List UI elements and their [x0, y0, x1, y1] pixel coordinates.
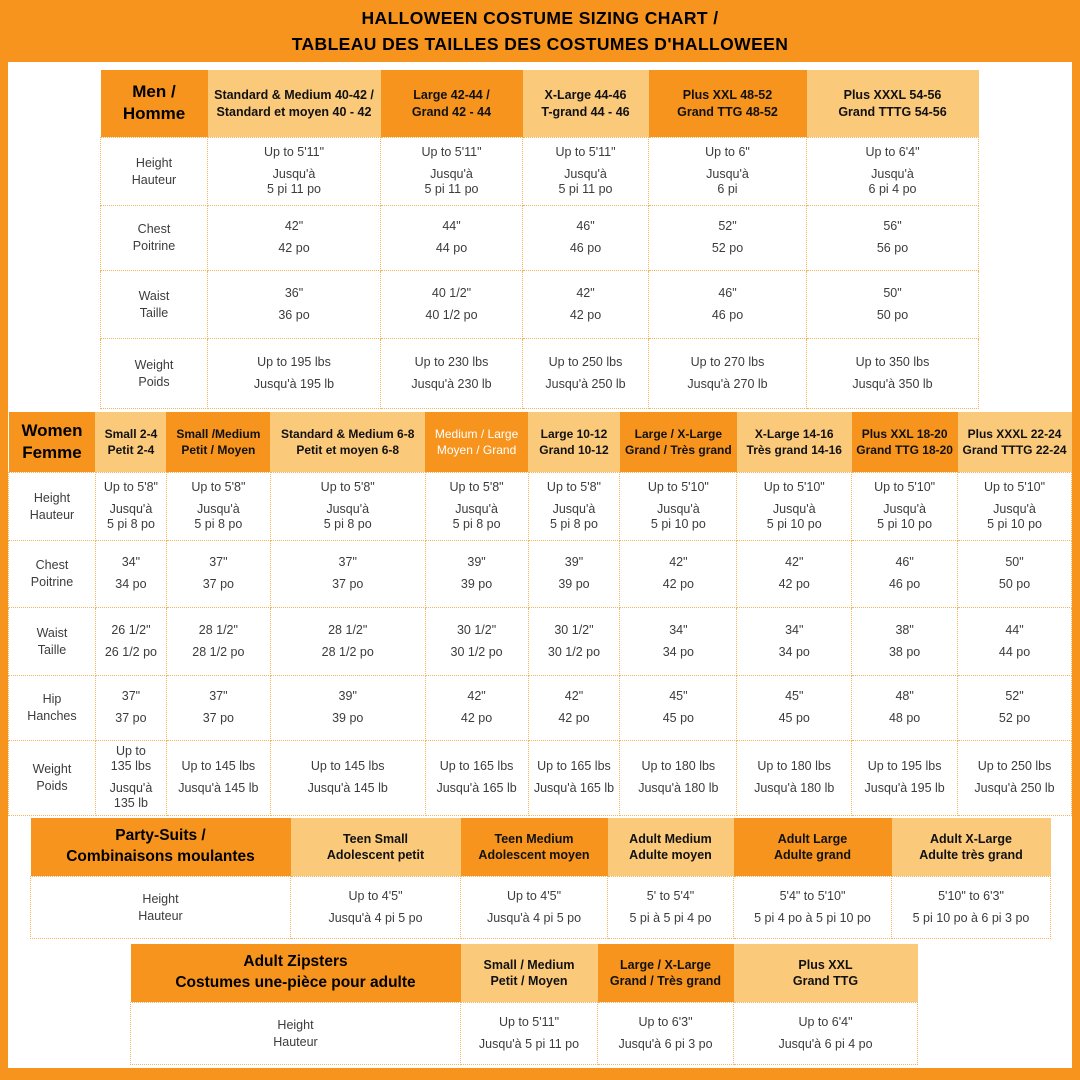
- value-cell: 46" 46 po: [649, 270, 807, 338]
- women-col-header-5: Large 10-12 Grand 10-12: [528, 412, 620, 472]
- value-cell: 34" 34 po: [620, 607, 737, 675]
- party-sizing-table: [30, 818, 1051, 939]
- table-row: [101, 205, 979, 270]
- value-cell: Up to 5'8" Jusqu'à 5 pi 8 po: [270, 472, 425, 540]
- value-cell: Up to 4'5" Jusqu'à 4 pi 5 po: [461, 876, 608, 938]
- row-label: Weight Poids: [101, 338, 208, 408]
- row-label: Chest Poitrine: [101, 205, 208, 270]
- party-col-header-2: Teen Medium Adolescent moyen: [461, 818, 608, 876]
- value-cell: Up to 230 lbs Jusqu'à 230 lb: [381, 338, 523, 408]
- table-row: [101, 137, 979, 205]
- table-row: [131, 1002, 918, 1064]
- page-title-line1: HALLOWEEN COSTUME SIZING CHART /: [361, 8, 719, 28]
- value-cell: Up to 6" Jusqu'à 6 pi: [649, 137, 807, 205]
- value-cell: 28 1/2" 28 1/2 po: [270, 607, 425, 675]
- value-cell: Up to 180 lbs Jusqu'à 180 lb: [620, 740, 737, 815]
- women-table-label: Women Femme: [9, 412, 96, 472]
- party-table-label: Party-Suits / Combinaisons moulantes: [31, 818, 291, 876]
- value-cell: Up to 5'8" Jusqu'à 5 pi 8 po: [528, 472, 620, 540]
- table-row: [9, 540, 1072, 607]
- value-cell: Up to 4'5" Jusqu'à 4 pi 5 po: [291, 876, 461, 938]
- value-cell: 39" 39 po: [528, 540, 620, 607]
- men-col-header-4: Plus XXL 48-52 Grand TTG 48-52: [649, 70, 807, 137]
- table-row: [9, 675, 1072, 740]
- row-label: Chest Poitrine: [9, 540, 96, 607]
- women-col-header-9: Plus XXXL 22-24 Grand TTTG 22-24: [958, 412, 1072, 472]
- value-cell: 52" 52 po: [958, 675, 1072, 740]
- men-table-label: Men / Homme: [101, 70, 208, 137]
- row-label: Height Hauteur: [131, 1002, 461, 1064]
- value-cell: Up to 5'8" Jusqu'à 5 pi 8 po: [95, 472, 166, 540]
- value-cell: 37" 37 po: [166, 540, 270, 607]
- men-col-header-2: Large 42-44 / Grand 42 - 44: [381, 70, 523, 137]
- value-cell: 56" 56 po: [807, 205, 979, 270]
- value-cell: 48" 48 po: [852, 675, 958, 740]
- women-header-row: [9, 412, 1072, 472]
- zipsters-col-header-1: Small / Medium Petit / Moyen: [461, 944, 598, 1002]
- value-cell: Up to 6'3" Jusqu'à 6 pi 3 po: [598, 1002, 734, 1064]
- value-cell: 46" 46 po: [852, 540, 958, 607]
- value-cell: Up to 145 lbs Jusqu'à 145 lb: [270, 740, 425, 815]
- value-cell: Up to 180 lbs Jusqu'à 180 lb: [737, 740, 852, 815]
- value-cell: Up to 5'11" Jusqu'à 5 pi 11 po: [381, 137, 523, 205]
- value-cell: 42" 42 po: [620, 540, 737, 607]
- value-cell: 26 1/2" 26 1/2 po: [95, 607, 166, 675]
- value-cell: 5' to 5'4" 5 pi à 5 pi 4 po: [608, 876, 734, 938]
- page-title: [0, 0, 1080, 62]
- party-col-header-1: Teen Small Adolescent petit: [291, 818, 461, 876]
- value-cell: 39" 39 po: [270, 675, 425, 740]
- value-cell: Up to 270 lbs Jusqu'à 270 lb: [649, 338, 807, 408]
- row-label: Height Hauteur: [101, 137, 208, 205]
- value-cell: 39" 39 po: [425, 540, 528, 607]
- value-cell: Up to 5'11" Jusqu'à 5 pi 11 po: [461, 1002, 598, 1064]
- row-label: Height Hauteur: [9, 472, 96, 540]
- men-sizing-table: [100, 70, 979, 409]
- value-cell: Up to 135 lbs Jusqu'à 135 lb: [95, 740, 166, 815]
- men-col-header-5: Plus XXXL 54-56 Grand TTTG 54-56: [807, 70, 979, 137]
- page-title-line2: TABLEAU DES TAILLES DES COSTUMES D'HALLOWEEN: [291, 34, 789, 55]
- zipsters-col-header-3: Plus XXL Grand TTG: [734, 944, 918, 1002]
- party-header-row: [31, 818, 1051, 876]
- table-row: [101, 338, 979, 408]
- value-cell: 37" 37 po: [95, 675, 166, 740]
- women-col-header-4: Medium / Large Moyen / Grand: [425, 412, 528, 472]
- value-cell: Up to 6'4" Jusqu'à 6 pi 4 po: [734, 1002, 918, 1064]
- party-col-header-3: Adult Medium Adulte moyen: [608, 818, 734, 876]
- value-cell: 42" 42 po: [208, 205, 381, 270]
- table-row: [9, 607, 1072, 675]
- value-cell: 45" 45 po: [737, 675, 852, 740]
- value-cell: 50" 50 po: [958, 540, 1072, 607]
- table-row: [9, 740, 1072, 815]
- value-cell: Up to 350 lbs Jusqu'à 350 lb: [807, 338, 979, 408]
- table-row: [31, 876, 1051, 938]
- zipsters-col-header-2: Large / X-Large Grand / Très grand: [598, 944, 734, 1002]
- value-cell: 45" 45 po: [620, 675, 737, 740]
- value-cell: 37" 37 po: [166, 675, 270, 740]
- women-sizing-table: [8, 412, 1072, 816]
- value-cell: Up to 6'4" Jusqu'à 6 pi 4 po: [807, 137, 979, 205]
- value-cell: 44" 44 po: [381, 205, 523, 270]
- value-cell: Up to 5'10" Jusqu'à 5 pi 10 po: [958, 472, 1072, 540]
- value-cell: 34" 34 po: [737, 607, 852, 675]
- women-col-header-6: Large / X-Large Grand / Très grand: [620, 412, 737, 472]
- value-cell: 40 1/2" 40 1/2 po: [381, 270, 523, 338]
- value-cell: 30 1/2" 30 1/2 po: [425, 607, 528, 675]
- value-cell: Up to 5'10" Jusqu'à 5 pi 10 po: [620, 472, 737, 540]
- value-cell: Up to 5'11" Jusqu'à 5 pi 11 po: [208, 137, 381, 205]
- value-cell: Up to 250 lbs Jusqu'à 250 lb: [958, 740, 1072, 815]
- value-cell: Up to 165 lbs Jusqu'à 165 lb: [528, 740, 620, 815]
- value-cell: 42" 42 po: [425, 675, 528, 740]
- party-col-header-5: Adult X-Large Adulte très grand: [892, 818, 1051, 876]
- value-cell: Up to 165 lbs Jusqu'à 165 lb: [425, 740, 528, 815]
- value-cell: Up to 145 lbs Jusqu'à 145 lb: [166, 740, 270, 815]
- value-cell: Up to 5'8" Jusqu'à 5 pi 8 po: [425, 472, 528, 540]
- table-row: [101, 270, 979, 338]
- zipsters-sizing-table: [130, 944, 918, 1065]
- value-cell: Up to 5'11" Jusqu'à 5 pi 11 po: [523, 137, 649, 205]
- row-label: Waist Taille: [101, 270, 208, 338]
- row-label: Weight Poids: [9, 740, 96, 815]
- value-cell: 37" 37 po: [270, 540, 425, 607]
- zipsters-header-row: [131, 944, 918, 1002]
- value-cell: 38" 38 po: [852, 607, 958, 675]
- value-cell: Up to 195 lbs Jusqu'à 195 lb: [208, 338, 381, 408]
- value-cell: 28 1/2" 28 1/2 po: [166, 607, 270, 675]
- value-cell: 36" 36 po: [208, 270, 381, 338]
- value-cell: Up to 5'10" Jusqu'à 5 pi 10 po: [737, 472, 852, 540]
- value-cell: 52" 52 po: [649, 205, 807, 270]
- value-cell: 42" 42 po: [737, 540, 852, 607]
- value-cell: Up to 5'10" Jusqu'à 5 pi 10 po: [852, 472, 958, 540]
- value-cell: 42" 42 po: [528, 675, 620, 740]
- row-label: Hip Hanches: [9, 675, 96, 740]
- women-col-header-1: Small 2-4 Petit 2-4: [95, 412, 166, 472]
- women-col-header-2: Small /Medium Petit / Moyen: [166, 412, 270, 472]
- value-cell: 50" 50 po: [807, 270, 979, 338]
- zipsters-table-label: Adult Zipsters Costumes une-pièce pour adulte: [131, 944, 461, 1002]
- value-cell: Up to 195 lbs Jusqu'à 195 lb: [852, 740, 958, 815]
- men-col-header-1: Standard & Medium 40-42 / Standard et moyen 40 - 42: [208, 70, 381, 137]
- women-col-header-8: Plus XXL 18-20 Grand TTG 18-20: [852, 412, 958, 472]
- value-cell: 34" 34 po: [95, 540, 166, 607]
- men-col-header-3: X-Large 44-46 T-grand 44 - 46: [523, 70, 649, 137]
- men-header-row: [101, 70, 979, 137]
- value-cell: 5'4" to 5'10" 5 pi 4 po à 5 pi 10 po: [734, 876, 892, 938]
- value-cell: 30 1/2" 30 1/2 po: [528, 607, 620, 675]
- value-cell: 5'10" to 6'3" 5 pi 10 po à 6 pi 3 po: [892, 876, 1051, 938]
- value-cell: 42" 42 po: [523, 270, 649, 338]
- row-label: Waist Taille: [9, 607, 96, 675]
- value-cell: 46" 46 po: [523, 205, 649, 270]
- value-cell: Up to 250 lbs Jusqu'à 250 lb: [523, 338, 649, 408]
- content-panel: [8, 62, 1072, 1068]
- value-cell: Up to 5'8" Jusqu'à 5 pi 8 po: [166, 472, 270, 540]
- row-label: Height Hauteur: [31, 876, 291, 938]
- women-col-header-3: Standard & Medium 6-8 Petit et moyen 6-8: [270, 412, 425, 472]
- party-col-header-4: Adult Large Adulte grand: [734, 818, 892, 876]
- value-cell: 44" 44 po: [958, 607, 1072, 675]
- women-col-header-7: X-Large 14-16 Très grand 14-16: [737, 412, 852, 472]
- table-row: [9, 472, 1072, 540]
